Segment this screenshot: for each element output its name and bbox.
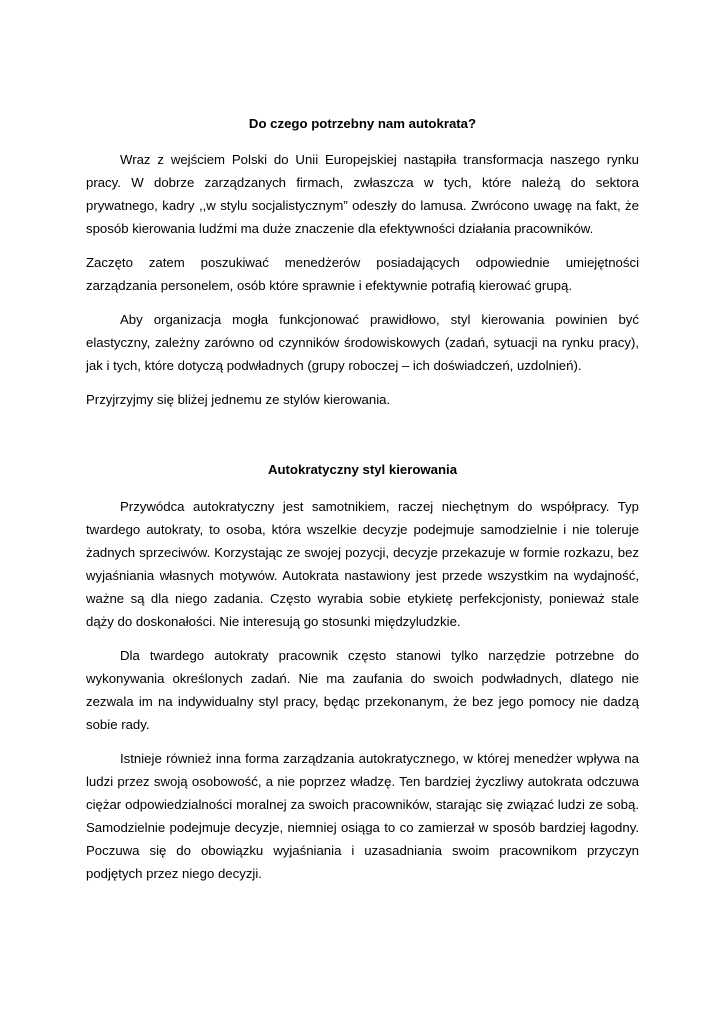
intro-paragraph-1: Wraz z wejściem Polski do Unii Europejskiej nastąpiła transformacja naszego rynku pracy. W dobrze zarządzanych firmach, zwłaszcza w tych, które należą do sektora prywatnego, kadry ,,w stylu socjalistycznym” odeszły do lamusa. Zwrócono uwagę na fakt, że sposób kierowania ludźmi ma duże znaczenie dla efektywności działania pracowników.: [86, 152, 639, 236]
intro-paragraph-3: Aby organizacja mogła funkcjonować prawidłowo, styl kierowania powinien być elastyczny, zależny zarówno od czynników środowiskowych (zadań, sytuacji na rynku pracy), jak i tych, które dotyczą podwładnych (grupy roboczej – ich doświadczeń, uzdolnień).: [86, 312, 639, 373]
document-title: Do czego potrzebny nam autokrata?: [248, 116, 477, 131]
section-paragraph-1: Przywódca autokratyczny jest samotnikiem, raczej niechętnym do współpracy. Typ twardego autokraty, to osoba, która wszelkie decyzje podejmuje samodzielnie i nie toleruje żadnych sprzeciwów. Korzystając ze swojej pozycji, decyzje przekazuje w formie rozkazu, bez wyjaśniania własnych motywów. Autokrata nastawiony jest przede wszystkim na wydajność, ważne są dla niego zadania. Często wyrabia sobie etykietę perfekcjonisty, ponieważ stale dąży do doskonałości. Nie interesują go stosunki międzyludzkie.: [86, 499, 639, 629]
document-page: [86, 112, 639, 896]
intro-paragraph-4: Przyjrzyjmy się bliżej jednemu ze stylów kierowania.: [86, 392, 391, 407]
section-paragraph-3: Istnieje również inna forma zarządzania autokratycznego, w której menedżer wpływa na ludzi przez swoją osobowość, a nie poprzez władzę. Ten bardziej życzliwy autokrata odczuwa ciężar odpowiedzialności moralnej za swoich pracowników, starając się związać ludzi ze sobą. Samodzielnie podejmuje decyzje, niemniej osiąga to co zamierzał w sposób bardziej łagodny. Poczuwa się do obowiązku wyjaśniania i uzasadniania swoim pracownikom przyczyn podjętych przez niego decyzji.: [86, 751, 639, 881]
section-heading: Autokratyczny styl kierowania: [267, 462, 458, 477]
section-paragraph-2: Dla twardego autokraty pracownik często stanowi tylko narzędzie potrzebne do wykonywania określonych zadań. Nie ma zaufania do swoich podwładnych, dlatego nie zezwala im na indywidualny styl pracy, będąc przekonanym, że bez jego pomocy nie dadzą sobie rady.: [86, 648, 639, 732]
intro-paragraph-2: Zaczęto zatem poszukiwać menedżerów posiadających odpowiednie umiejętności zarządzania personelem, osób które sprawnie i efektywnie potrafią kierować grupą.: [86, 255, 639, 293]
